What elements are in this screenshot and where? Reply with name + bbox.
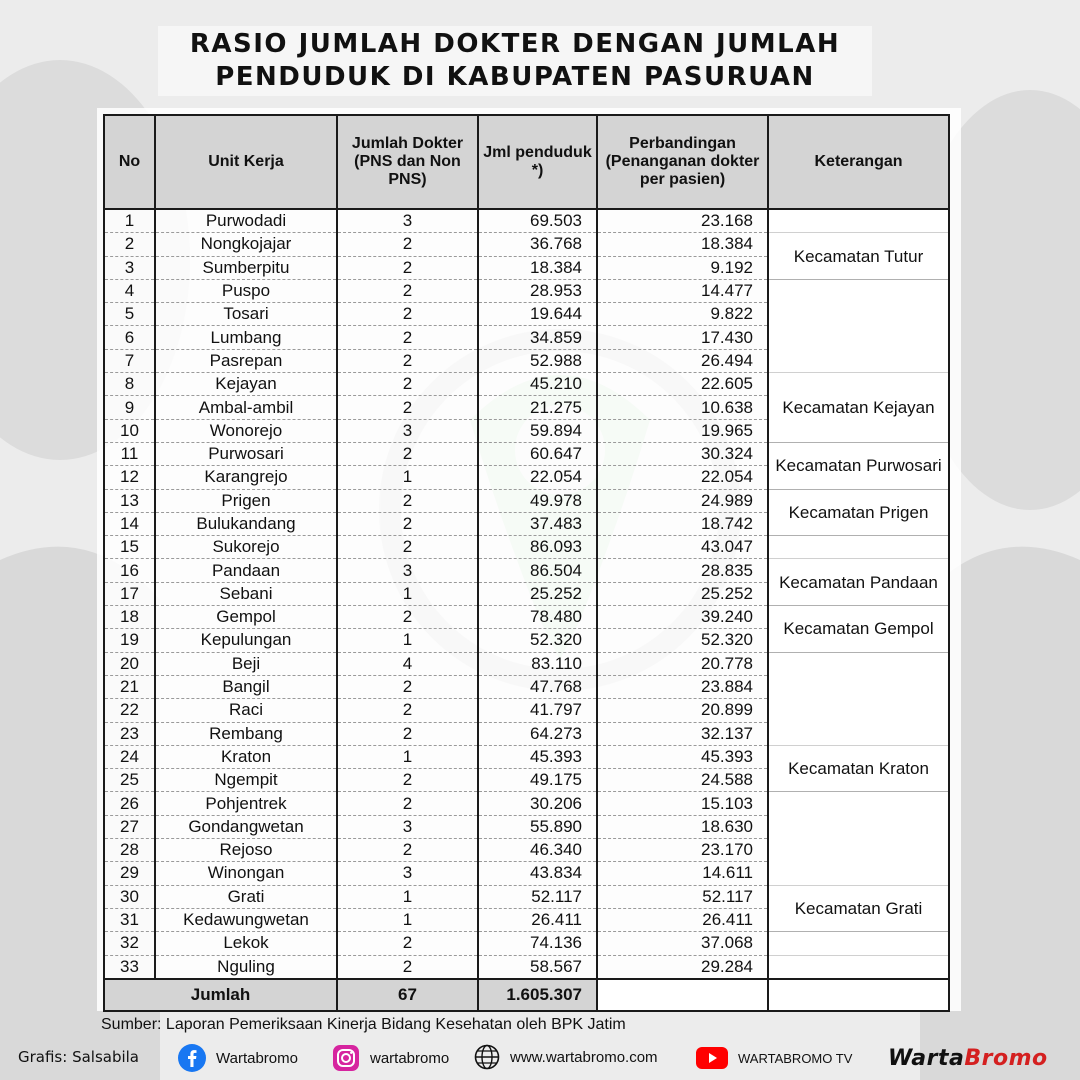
cell-unit-kerja: Bangil: [155, 675, 337, 698]
cell-jumlah-dokter: 3: [337, 815, 478, 838]
cell-perbandingan: 23.170: [597, 839, 768, 862]
table-card: [97, 108, 961, 1011]
cell-perbandingan: 15.103: [597, 792, 768, 815]
cell-unit-kerja: Pasrepan: [155, 349, 337, 372]
cell-no: 23: [104, 722, 155, 745]
cell-no: 33: [104, 955, 155, 979]
cell-unit-kerja: Puspo: [155, 279, 337, 302]
cell-jumlah-dokter: 2: [337, 303, 478, 326]
cell-unit-kerja: Karangrejo: [155, 466, 337, 489]
header-perbandingan: Perbandingan (Penanganan dokter per pasien): [597, 115, 768, 209]
cell-perbandingan: 52.117: [597, 885, 768, 908]
cell-keterangan: Kecamatan Tutur: [768, 233, 949, 280]
cell-keterangan: Kecamatan Grati: [768, 885, 949, 932]
cell-unit-kerja: Raci: [155, 699, 337, 722]
cell-jml-penduduk: 46.340: [478, 839, 597, 862]
cell-jml-penduduk: 28.953: [478, 279, 597, 302]
cell-keterangan: [768, 279, 949, 372]
cell-no: 18: [104, 606, 155, 629]
graphic-credit: Grafis: Salsabila: [18, 1048, 140, 1066]
cell-jml-penduduk: 64.273: [478, 722, 597, 745]
cell-unit-kerja: Purwodadi: [155, 209, 337, 233]
brand-logo-part-2: Bromo: [964, 1046, 1048, 1071]
cell-unit-kerja: Kejayan: [155, 373, 337, 396]
cell-no: 14: [104, 512, 155, 535]
cell-jumlah-dokter: 2: [337, 373, 478, 396]
cell-no: 3: [104, 256, 155, 279]
table-row: [104, 652, 949, 675]
cell-jml-penduduk: 49.978: [478, 489, 597, 512]
cell-unit-kerja: Lekok: [155, 932, 337, 955]
cell-unit-kerja: Kepulungan: [155, 629, 337, 652]
table-row: [104, 745, 949, 768]
cell-perbandingan: 17.430: [597, 326, 768, 349]
cell-no: 16: [104, 559, 155, 582]
cell-perbandingan: 39.240: [597, 606, 768, 629]
cell-keterangan: Kecamatan Kraton: [768, 745, 949, 792]
cell-unit-kerja: Tosari: [155, 303, 337, 326]
total-perbandingan-empty: [597, 979, 768, 1011]
cell-unit-kerja: Nongkojajar: [155, 233, 337, 256]
instagram-label: wartabromo: [370, 1049, 450, 1067]
cell-perbandingan: 45.393: [597, 745, 768, 768]
cell-jumlah-dokter: 1: [337, 908, 478, 931]
cell-unit-kerja: Ngempit: [155, 769, 337, 792]
cell-no: 6: [104, 326, 155, 349]
table-row: [104, 233, 949, 256]
cell-jml-penduduk: 25.252: [478, 582, 597, 605]
cell-no: 22: [104, 699, 155, 722]
cell-jumlah-dokter: 2: [337, 233, 478, 256]
cell-no: 2: [104, 233, 155, 256]
cell-keterangan: [768, 792, 949, 885]
source-note: Sumber: Laporan Pemeriksaan Kinerja Bidang Kesehatan oleh BPK Jatim: [101, 1016, 626, 1033]
cell-no: 21: [104, 675, 155, 698]
cell-keterangan: Kecamatan Gempol: [768, 606, 949, 653]
cell-jumlah-dokter: 2: [337, 699, 478, 722]
cell-jumlah-dokter: 2: [337, 396, 478, 419]
cell-jml-penduduk: 45.210: [478, 373, 597, 396]
cell-perbandingan: 10.638: [597, 396, 768, 419]
cell-perbandingan: 25.252: [597, 582, 768, 605]
cell-jml-penduduk: 52.320: [478, 629, 597, 652]
cell-jumlah-dokter: 3: [337, 862, 478, 885]
table-total-row: [104, 979, 949, 1011]
cell-jml-penduduk: 86.504: [478, 559, 597, 582]
website-label: www.wartabromo.com: [510, 1048, 658, 1066]
cell-unit-kerja: Rembang: [155, 722, 337, 745]
cell-jml-penduduk: 37.483: [478, 512, 597, 535]
cell-perbandingan: 24.588: [597, 769, 768, 792]
cell-no: 31: [104, 908, 155, 931]
cell-perbandingan: 19.965: [597, 419, 768, 442]
cell-unit-kerja: Grati: [155, 885, 337, 908]
website-link[interactable]: [474, 1044, 658, 1070]
cell-perbandingan: 32.137: [597, 722, 768, 745]
header-jumlah-dokter: Jumlah Dokter (PNS dan Non PNS): [337, 115, 478, 209]
table-row: [104, 279, 949, 302]
cell-perbandingan: 18.630: [597, 815, 768, 838]
cell-jumlah-dokter: 1: [337, 885, 478, 908]
total-dokter: 67: [337, 979, 478, 1011]
cell-unit-kerja: Kedawungwetan: [155, 908, 337, 931]
youtube-icon: [696, 1046, 728, 1070]
cell-jumlah-dokter: 3: [337, 419, 478, 442]
table-row: [104, 209, 949, 233]
cell-perbandingan: 23.168: [597, 209, 768, 233]
cell-perbandingan: 24.989: [597, 489, 768, 512]
instagram-icon: [332, 1044, 360, 1072]
cell-jumlah-dokter: 2: [337, 769, 478, 792]
header-no: No: [104, 115, 155, 209]
doctor-ratio-table: [103, 114, 950, 1012]
table-row: [104, 489, 949, 512]
cell-no: 15: [104, 536, 155, 559]
cell-unit-kerja: Lumbang: [155, 326, 337, 349]
cell-perbandingan: 22.605: [597, 373, 768, 396]
cell-perbandingan: 20.899: [597, 699, 768, 722]
cell-no: 20: [104, 652, 155, 675]
cell-jumlah-dokter: 3: [337, 209, 478, 233]
cell-perbandingan: 29.284: [597, 955, 768, 979]
cell-jumlah-dokter: 2: [337, 442, 478, 465]
cell-keterangan: Kecamatan Prigen: [768, 489, 949, 536]
table-row: [104, 792, 949, 815]
total-keterangan-empty: [768, 979, 949, 1011]
cell-jml-penduduk: 45.393: [478, 745, 597, 768]
cell-perbandingan: 26.411: [597, 908, 768, 931]
cell-jumlah-dokter: 2: [337, 932, 478, 955]
cell-jml-penduduk: 21.275: [478, 396, 597, 419]
cell-jml-penduduk: 49.175: [478, 769, 597, 792]
cell-jumlah-dokter: 2: [337, 792, 478, 815]
page-title-line-2: PENDUDUK DI KABUPATEN PASURUAN: [215, 62, 815, 92]
table-row: [104, 885, 949, 908]
cell-jml-penduduk: 78.480: [478, 606, 597, 629]
cell-no: 5: [104, 303, 155, 326]
youtube-label: WARTABROMO TV: [738, 1050, 853, 1066]
cell-jml-penduduk: 47.768: [478, 675, 597, 698]
cell-jml-penduduk: 74.136: [478, 932, 597, 955]
cell-jumlah-dokter: 2: [337, 279, 478, 302]
cell-unit-kerja: Sumberpitu: [155, 256, 337, 279]
cell-unit-kerja: Beji: [155, 652, 337, 675]
cell-jumlah-dokter: 1: [337, 466, 478, 489]
cell-unit-kerja: Prigen: [155, 489, 337, 512]
cell-perbandingan: 23.884: [597, 675, 768, 698]
cell-keterangan: Kecamatan Purwosari: [768, 442, 949, 489]
cell-unit-kerja: Purwosari: [155, 442, 337, 465]
cell-perbandingan: 28.835: [597, 559, 768, 582]
cell-jml-penduduk: 83.110: [478, 652, 597, 675]
cell-keterangan: [768, 652, 949, 745]
page-title-line-1: RASIO JUMLAH DOKTER DENGAN JUMLAH: [189, 29, 841, 59]
cell-unit-kerja: Wonorejo: [155, 419, 337, 442]
cell-unit-kerja: Bulukandang: [155, 512, 337, 535]
cell-jml-penduduk: 86.093: [478, 536, 597, 559]
cell-jml-penduduk: 59.894: [478, 419, 597, 442]
instagram-link[interactable]: [332, 1044, 449, 1072]
cell-no: 30: [104, 885, 155, 908]
cell-no: 4: [104, 279, 155, 302]
cell-no: 26: [104, 792, 155, 815]
cell-jumlah-dokter: 1: [337, 629, 478, 652]
cell-jumlah-dokter: 2: [337, 349, 478, 372]
cell-unit-kerja: Gondangwetan: [155, 815, 337, 838]
cell-jml-penduduk: 36.768: [478, 233, 597, 256]
cell-perbandingan: 14.611: [597, 862, 768, 885]
cell-no: 28: [104, 839, 155, 862]
footer-bar: [0, 1040, 1080, 1080]
cell-no: 9: [104, 396, 155, 419]
cell-unit-kerja: Ambal-ambil: [155, 396, 337, 419]
cell-unit-kerja: Rejoso: [155, 839, 337, 862]
cell-no: 13: [104, 489, 155, 512]
cell-jumlah-dokter: 2: [337, 722, 478, 745]
cell-perbandingan: 18.384: [597, 233, 768, 256]
table-row: [104, 442, 949, 465]
cell-jml-penduduk: 69.503: [478, 209, 597, 233]
table-body: [104, 209, 949, 979]
table-row: [104, 536, 949, 559]
cell-unit-kerja: Gempol: [155, 606, 337, 629]
cell-unit-kerja: Nguling: [155, 955, 337, 979]
cell-jumlah-dokter: 2: [337, 536, 478, 559]
cell-no: 11: [104, 442, 155, 465]
cell-jml-penduduk: 55.890: [478, 815, 597, 838]
cell-jml-penduduk: 41.797: [478, 699, 597, 722]
table-row: [104, 606, 949, 629]
table-header-row: [104, 115, 949, 209]
table-row: [104, 373, 949, 396]
cell-no: 17: [104, 582, 155, 605]
cell-jumlah-dokter: 2: [337, 326, 478, 349]
cell-no: 8: [104, 373, 155, 396]
cell-keterangan: Kecamatan Pandaan: [768, 559, 949, 606]
header-jml-penduduk: Jml penduduk *): [478, 115, 597, 209]
cell-jml-penduduk: 26.411: [478, 908, 597, 931]
globe-icon: [474, 1044, 500, 1070]
cell-jumlah-dokter: 3: [337, 559, 478, 582]
cell-jml-penduduk: 34.859: [478, 326, 597, 349]
table-row: [104, 955, 949, 979]
youtube-link[interactable]: [696, 1046, 852, 1070]
cell-no: 24: [104, 745, 155, 768]
cell-jumlah-dokter: 2: [337, 839, 478, 862]
cell-perbandingan: 37.068: [597, 932, 768, 955]
header-unit-kerja: Unit Kerja: [155, 115, 337, 209]
cell-jml-penduduk: 30.206: [478, 792, 597, 815]
total-label: Jumlah: [104, 979, 337, 1011]
facebook-label: Wartabromo: [216, 1049, 298, 1067]
cell-perbandingan: 18.742: [597, 512, 768, 535]
cell-keterangan: [768, 209, 949, 233]
cell-jml-penduduk: 58.567: [478, 955, 597, 979]
cell-no: 25: [104, 769, 155, 792]
total-penduduk: 1.605.307: [478, 979, 597, 1011]
cell-jml-penduduk: 18.384: [478, 256, 597, 279]
cell-no: 12: [104, 466, 155, 489]
cell-jumlah-dokter: 4: [337, 652, 478, 675]
cell-jumlah-dokter: 1: [337, 745, 478, 768]
cell-perbandingan: 22.054: [597, 466, 768, 489]
cell-no: 32: [104, 932, 155, 955]
cell-unit-kerja: Winongan: [155, 862, 337, 885]
cell-no: 29: [104, 862, 155, 885]
cell-no: 10: [104, 419, 155, 442]
cell-jumlah-dokter: 2: [337, 675, 478, 698]
cell-keterangan: [768, 955, 949, 979]
cell-keterangan: [768, 932, 949, 955]
title-banner: [158, 26, 872, 96]
cell-perbandingan: 43.047: [597, 536, 768, 559]
cell-unit-kerja: Sebani: [155, 582, 337, 605]
cell-unit-kerja: Kraton: [155, 745, 337, 768]
table-row: [104, 932, 949, 955]
brand-logo: [888, 1046, 1048, 1071]
cell-jml-penduduk: 43.834: [478, 862, 597, 885]
table-row: [104, 559, 949, 582]
cell-perbandingan: 30.324: [597, 442, 768, 465]
cell-jml-penduduk: 52.988: [478, 349, 597, 372]
cell-keterangan: [768, 536, 949, 559]
cell-jumlah-dokter: 2: [337, 512, 478, 535]
cell-no: 19: [104, 629, 155, 652]
brand-logo-part-1: Warta: [888, 1046, 965, 1071]
cell-jml-penduduk: 52.117: [478, 885, 597, 908]
cell-unit-kerja: Sukorejo: [155, 536, 337, 559]
cell-perbandingan: 52.320: [597, 629, 768, 652]
cell-perbandingan: 9.822: [597, 303, 768, 326]
cell-jumlah-dokter: 2: [337, 489, 478, 512]
cell-no: 1: [104, 209, 155, 233]
facebook-icon: [178, 1044, 206, 1072]
cell-perbandingan: 20.778: [597, 652, 768, 675]
cell-perbandingan: 26.494: [597, 349, 768, 372]
cell-no: 7: [104, 349, 155, 372]
cell-jml-penduduk: 19.644: [478, 303, 597, 326]
cell-jml-penduduk: 22.054: [478, 466, 597, 489]
cell-perbandingan: 9.192: [597, 256, 768, 279]
cell-jml-penduduk: 60.647: [478, 442, 597, 465]
cell-keterangan: Kecamatan Kejayan: [768, 373, 949, 443]
cell-perbandingan: 14.477: [597, 279, 768, 302]
facebook-link[interactable]: [178, 1044, 298, 1072]
cell-unit-kerja: Pohjentrek: [155, 792, 337, 815]
cell-jumlah-dokter: 1: [337, 582, 478, 605]
header-keterangan: Keterangan: [768, 115, 949, 209]
cell-no: 27: [104, 815, 155, 838]
cell-jumlah-dokter: 2: [337, 606, 478, 629]
cell-jumlah-dokter: 2: [337, 955, 478, 979]
cell-jumlah-dokter: 2: [337, 256, 478, 279]
cell-unit-kerja: Pandaan: [155, 559, 337, 582]
